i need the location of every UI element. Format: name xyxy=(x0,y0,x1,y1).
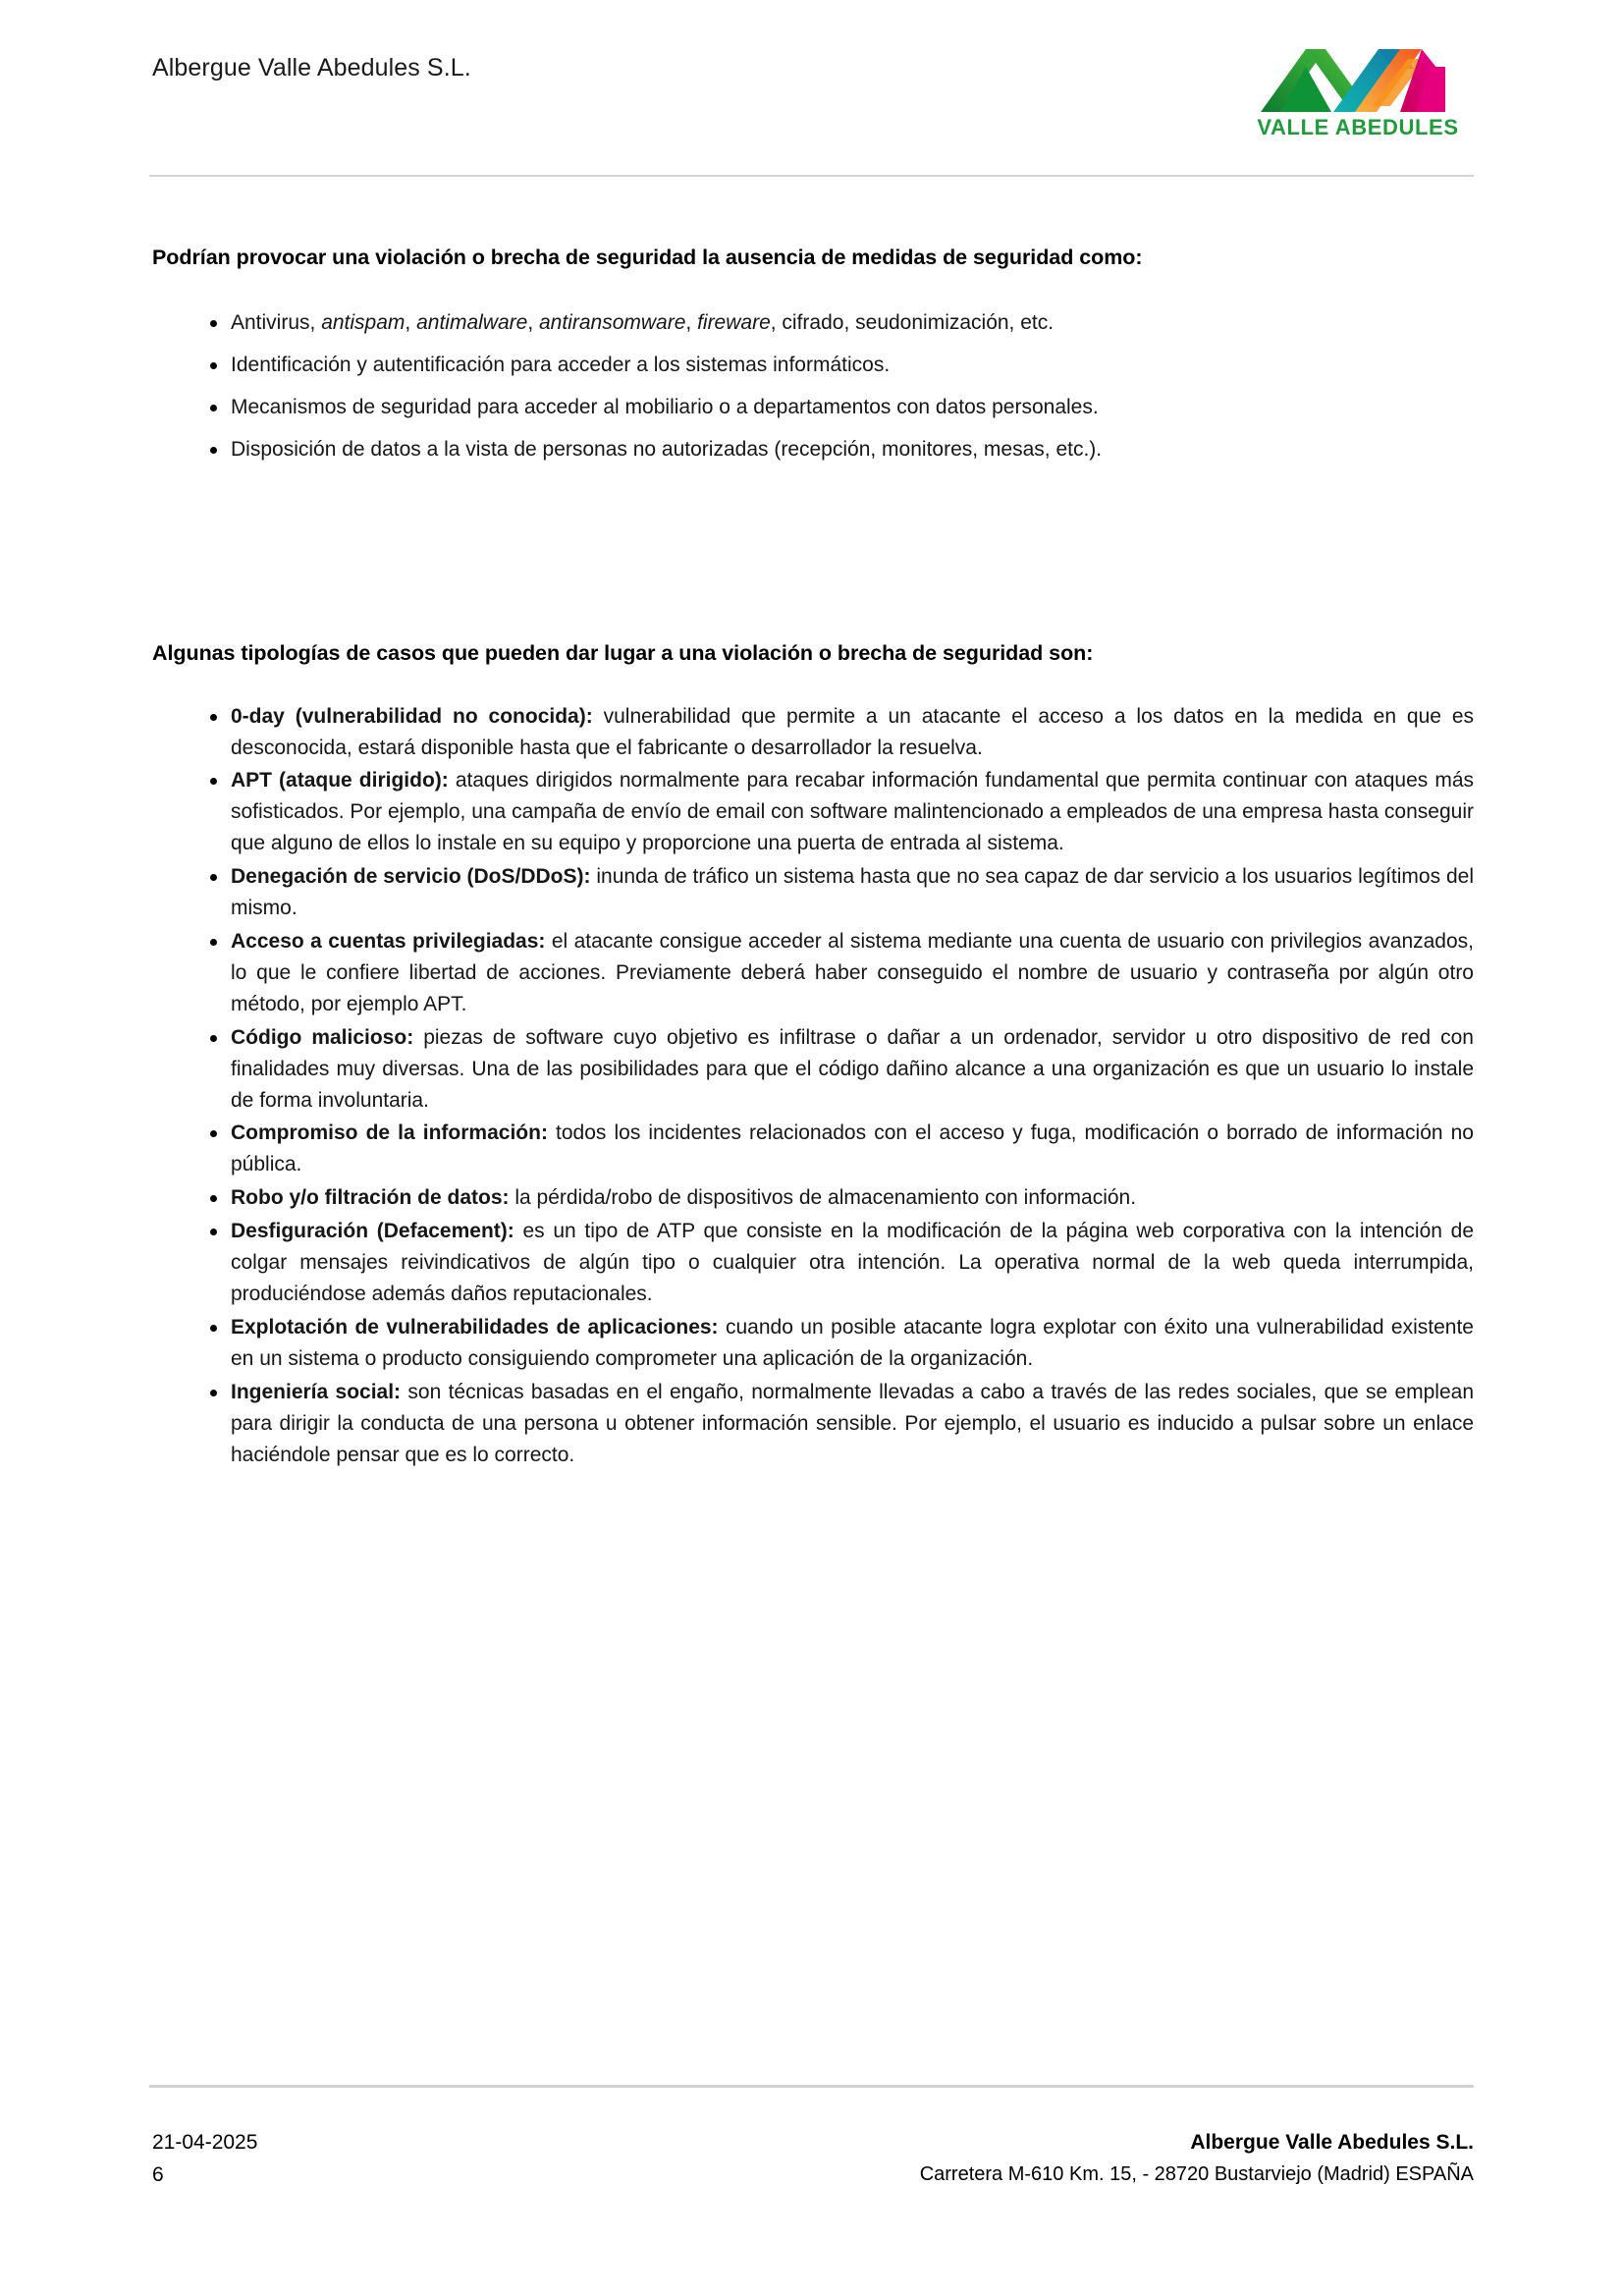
list-item-text: , xyxy=(527,311,539,335)
list-item-text: fireware xyxy=(697,311,771,335)
list-item-text: la pérdida/robo de dispositivos de almacenamiento con información. xyxy=(509,1186,1137,1210)
list-item-text: Mecanismos de seguridad para acceder al mobiliario o a departamentos con datos personales. xyxy=(231,395,1099,418)
list-item-text: , xyxy=(405,311,417,335)
footer-divider xyxy=(149,2085,1474,2088)
list-item-text: ataques dirigidos normalmente para recabar información fundamental que permita continuar con ataques más sofisticados. Por ejemplo, una campaña de envío de email con software malintencionado a empleados de una empresa hasta conseguir que alguno de ellos lo instale en su equipo y proporcione una puerta de entrada al sistema. xyxy=(231,769,1474,855)
list-item-text: Desfiguración (Defacement): xyxy=(231,1220,514,1243)
page-header xyxy=(152,45,1471,158)
list-item-text: Compromiso de la información: xyxy=(231,1121,548,1145)
list-item-text: cuando un posible atacante logra explotar con éxito una vulnerabilidad existente en un sistema o producto consiguiendo comprometer una aplicación de la organización. xyxy=(231,1315,1474,1370)
list-item-text: , cifrado, seudonimización, etc. xyxy=(770,311,1055,335)
list-item xyxy=(152,861,1478,924)
list-item xyxy=(152,392,1478,423)
section-heading-1: Podrían provocar una violación o brecha de seguridad la ausencia de medidas de seguridad como: xyxy=(152,246,1143,269)
list-item xyxy=(152,434,1478,465)
list-item-text: antimalware xyxy=(416,311,528,335)
logo-wordmark: VALLE ABEDULES xyxy=(1257,115,1459,139)
list-item xyxy=(152,1312,1478,1375)
list-item xyxy=(152,1216,1478,1310)
page-footer xyxy=(152,2127,1474,2191)
header-divider xyxy=(149,175,1474,177)
mountain-logo-icon xyxy=(1253,37,1464,114)
list-item-text: inunda de tráfico un sistema hasta que no sea capaz de dar servicio a los usuarios legítimos del mismo. xyxy=(231,865,1474,920)
list-item xyxy=(152,1377,1478,1471)
footer-address: Carretera M-610 Km. 15, - 28720 Bustarviejo (Madrid) ESPAÑA xyxy=(919,2162,1474,2185)
footer-date: 21-04-2025 xyxy=(152,2131,258,2154)
footer-left-block xyxy=(152,2127,257,2191)
list-item-text: Explotación de vulnerabilidades de aplicaciones: xyxy=(231,1315,719,1339)
footer-company-name: Albergue Valle Abedules S.L. xyxy=(1190,2131,1474,2154)
list-item-text: el atacante consigue acceder al sistema mediante una cuenta de usuario con privilegios avanzados, lo que le confiere libertad de acciones. Previamente deberá haber conseguido el nombre de usuario y contraseña por algún otro método, por ejemplo APT. xyxy=(231,930,1475,1015)
section-spacer xyxy=(152,476,1478,639)
list-item xyxy=(152,1118,1478,1180)
list-item xyxy=(152,350,1478,381)
list-item-text: Identificación y autentificación para acceder a los sistemas informáticos. xyxy=(231,353,891,376)
list-item-text: todos los incidentes relacionados con el acceso y fuga, modificación o borrado de información no pública. xyxy=(231,1121,1474,1176)
list-item-text: Denegación de servicio (DoS/DDoS): xyxy=(231,865,591,889)
list-item xyxy=(152,1182,1478,1214)
list-item xyxy=(152,926,1478,1020)
list-item-text: Acceso a cuentas privilegiadas: xyxy=(231,930,546,953)
list-item-text: antiransomware xyxy=(538,311,686,335)
list-item xyxy=(152,307,1478,339)
list-item-text: piezas de software cuyo objetivo es infiltrase o dañar a un ordenador, servidor u otro dispositivo de red con finalidades muy diversas. Una de las posibilidades para que el código dañino alcance a una organización es que un usuario lo instale de forma involuntaria. xyxy=(231,1025,1474,1112)
breach-typologies-list xyxy=(152,701,1478,1471)
list-item xyxy=(152,765,1478,859)
list-item-text: Robo y/o filtración de datos: xyxy=(231,1186,510,1210)
list-item-text: APT (ataque dirigido): xyxy=(231,769,449,793)
footer-right-block xyxy=(920,2127,1474,2189)
list-item xyxy=(152,701,1478,764)
list-item-text: Disposición de datos a la vista de personas no autorizadas (recepción, monitores, mesas, etc.). xyxy=(231,437,1103,461)
list-item-text: antispam xyxy=(321,311,406,335)
brand-logo xyxy=(1245,37,1471,140)
header-company-title: Albergue Valle Abedules S.L. xyxy=(152,54,471,82)
security-measures-list xyxy=(152,307,1478,465)
list-item-text: Código malicioso: xyxy=(231,1025,414,1049)
list-item-text: es un tipo de ATP que consiste en la modificación de la página web corporativa con la intención de colgar mensajes reivindicativos de algún tipo o cualquier otra intención. La operativa normal de la web queda interrumpida, produciéndose además daños reputacionales. xyxy=(231,1220,1474,1305)
list-item xyxy=(152,1022,1478,1117)
document-content xyxy=(152,244,1478,1472)
list-item-text: vulnerabilidad que permite a un atacante el acceso a los datos en la medida en que es desconocida, estará disponible hasta que el fabricante o desarrollador la resuelva. xyxy=(231,704,1475,759)
list-item-text: 0-day (vulnerabilidad no conocida): xyxy=(231,704,593,728)
list-item-text: Ingeniería social: xyxy=(231,1380,402,1403)
list-item-text: , xyxy=(685,311,698,335)
section-heading-2: Algunas tipologías de casos que pueden dar lugar a una violación o brecha de seguridad son: xyxy=(152,640,1094,665)
list-item-text: son técnicas basadas en el engaño, normalmente llevadas a cabo a través de las redes sociales, que se emplean para dirigir la conducta de una persona u obtener información sensible. Por ejemplo, el usuario es inducido a pulsar sobre un enlace haciéndole pensar que es lo correcto. xyxy=(231,1380,1475,1466)
footer-page-number: 6 xyxy=(152,2162,164,2186)
list-item-text: Antivirus, xyxy=(231,311,322,335)
